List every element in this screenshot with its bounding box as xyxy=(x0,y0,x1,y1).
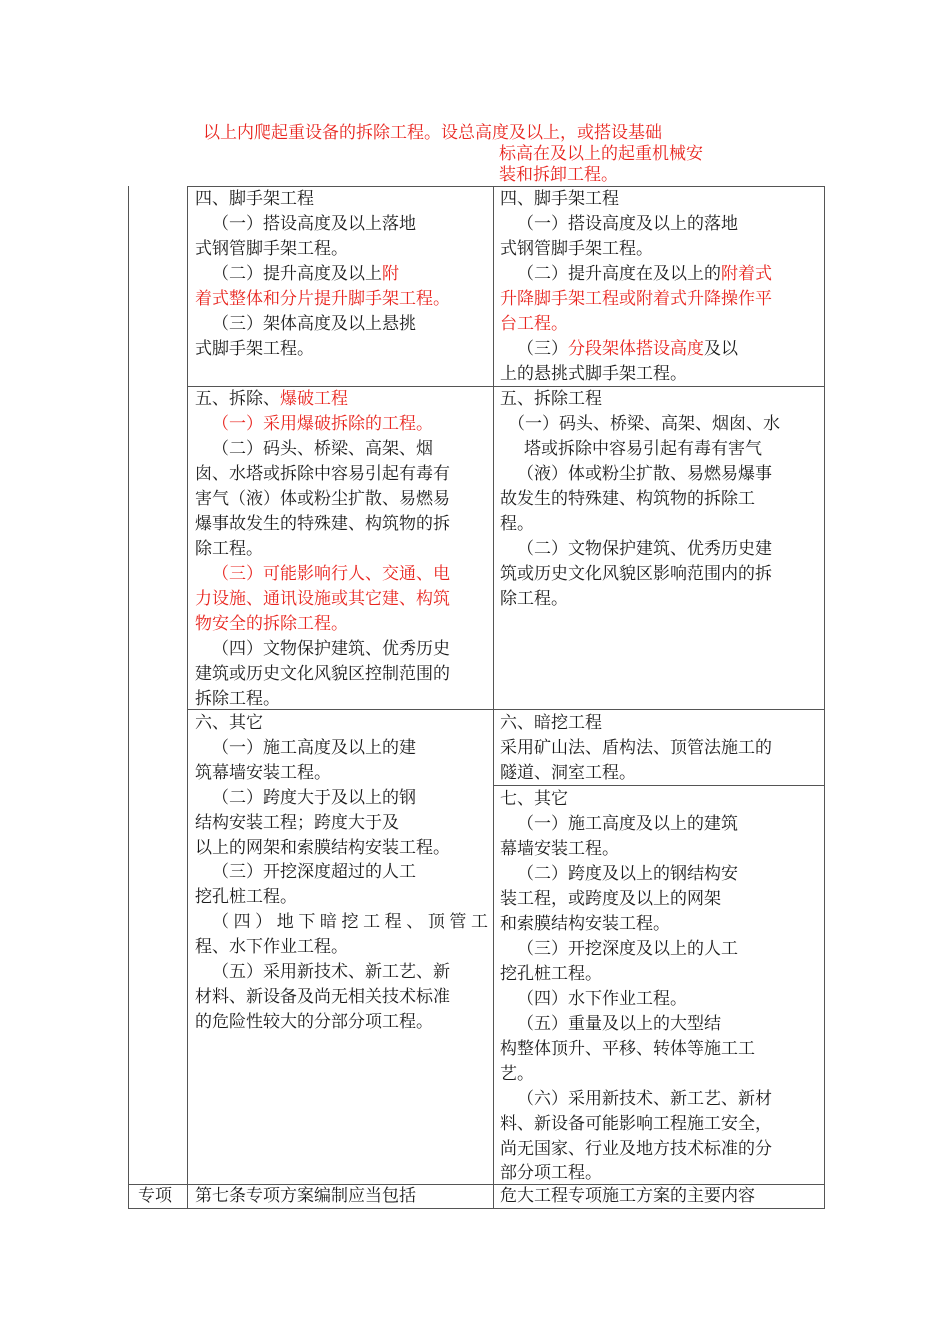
text-line: （四）文物保护建筑、优秀历史 xyxy=(212,639,450,659)
text-line: 装工程，或跨度及以上的网架 xyxy=(500,889,721,909)
text-line: 除工程。 xyxy=(500,589,568,609)
text-line: 塔或拆除中容易引起有毒有害气 xyxy=(524,439,762,459)
section-heading: 六、其它 xyxy=(195,713,263,733)
grid-line xyxy=(493,785,825,786)
section-heading: 四、脚手架工程 xyxy=(500,189,619,209)
text-line: （五）采用新技术、新工艺、新 xyxy=(212,962,450,982)
text-line: （液）体或粉尘扩散、易燃易爆事 xyxy=(517,464,772,484)
text-line: （六）采用新技术、新工艺、新材 xyxy=(517,1089,772,1109)
text-line: 除工程。 xyxy=(195,539,263,559)
text-line: 着式整体和分片提升脚手架工程。 xyxy=(195,289,450,309)
text-line: 故发生的特殊建、构筑物的拆除工 xyxy=(500,489,755,509)
text-line: 囱、水塔或拆除中容易引起有毒有 xyxy=(195,464,450,484)
text-line: 爆事故发生的特殊建、构筑物的拆 xyxy=(195,514,450,534)
text-line: 台工程。 xyxy=(500,314,568,334)
text-line: 物安全的拆除工程。 xyxy=(195,614,348,634)
text-line: 程、水下作业工程。 xyxy=(195,937,348,957)
carryover-line-2: 标高在及以上的起重机械安 xyxy=(499,144,703,164)
text-line: （一）施工高度及以上的建 xyxy=(212,738,416,758)
section-heading: 四、脚手架工程 xyxy=(195,189,314,209)
grid-line xyxy=(187,186,188,1208)
section-heading: 五、拆除工程 xyxy=(500,389,602,409)
text-line: （一）搭设高度及以上落地 xyxy=(212,214,416,234)
section-heading: 六、暗挖工程 xyxy=(500,713,602,733)
text-line: （四）地下暗挖工程、顶管工 xyxy=(212,912,488,932)
text-line: 采用矿山法、盾构法、顶管法施工的 xyxy=(500,738,772,758)
text-line: 料、新设备可能影响工程施工安全， xyxy=(500,1114,772,1134)
text-line: （三）可能影响行人、交通、电 xyxy=(212,564,450,584)
text-line: 危大工程专项施工方案的主要内容 xyxy=(500,1186,755,1206)
row-label: 专项 xyxy=(138,1186,172,1206)
text-line: （三）开挖深度及以上的人工 xyxy=(517,939,738,959)
text-line: （二）提升高度及以上附 xyxy=(212,264,399,284)
text-line: 和索膜结构安装工程。 xyxy=(500,914,670,934)
text-line: 以上的网架和索膜结构安装工程。 xyxy=(195,838,450,858)
text-line: （二）跨度及以上的钢结构安 xyxy=(517,864,738,884)
text-line: 构整体顶升、平移、转体等施工工 xyxy=(500,1039,755,1059)
text-line: 尚无国家、行业及地方技术标准的分 xyxy=(500,1139,772,1159)
text-line: 的危险性较大的分部分项工程。 xyxy=(195,1012,433,1032)
text-line: 升降脚手架工程或附着式升降操作平 xyxy=(500,289,772,309)
text-line: （五）重量及以上的大型结 xyxy=(517,1014,721,1034)
text-line: 力设施、通讯设施或其它建、构筑 xyxy=(195,589,450,609)
text-line: （一）搭设高度及以上的落地 xyxy=(517,214,738,234)
text-line: 艺。 xyxy=(500,1064,534,1084)
text-line: 筑幕墙安装工程。 xyxy=(195,763,331,783)
text-line: （一）采用爆破拆除的工程。 xyxy=(212,414,433,434)
text-line: 部分项工程。 xyxy=(500,1163,602,1183)
text-line: （二）码头、桥梁、高架、烟 xyxy=(212,439,433,459)
text-line: 拆除工程。 xyxy=(195,689,280,709)
text-line: 式脚手架工程。 xyxy=(195,339,314,359)
text-line: 害气（液）体或粉尘扩散、易燃易 xyxy=(195,489,450,509)
text-line: 筑或历史文化风貌区影响范围内的拆 xyxy=(500,564,772,584)
text-line: 幕墙安装工程。 xyxy=(500,839,619,859)
text-line: （二）文物保护建筑、优秀历史建 xyxy=(517,539,772,559)
text-line: （一）施工高度及以上的建筑 xyxy=(517,814,738,834)
text-line: （四）水下作业工程。 xyxy=(517,989,687,1009)
text-line: 挖孔桩工程。 xyxy=(195,887,297,907)
text-line: （三）分段架体搭设高度及以 xyxy=(517,339,738,359)
text-line: 上的悬挑式脚手架工程。 xyxy=(500,364,687,384)
grid-line xyxy=(187,709,825,710)
section-heading: 七、其它 xyxy=(500,789,568,809)
carryover-line-3: 装和拆卸工程。 xyxy=(499,165,618,185)
text-line: 隧道、洞室工程。 xyxy=(500,763,636,783)
text-line: （三）架体高度及以上悬挑 xyxy=(212,314,416,334)
grid-line xyxy=(128,1208,825,1209)
text-line: 结构安装工程；跨度大于及 xyxy=(195,813,399,833)
grid-line xyxy=(128,186,129,1208)
section-heading: 五、拆除、爆破工程 xyxy=(195,389,348,409)
text-line: 程。 xyxy=(500,514,534,534)
text-line: 材料、新设备及尚无相关技术标准 xyxy=(195,987,450,1007)
text-line: （一）码头、桥梁、高架、烟囱、水 xyxy=(508,414,780,434)
text-line: 式钢管脚手架工程。 xyxy=(195,239,348,259)
grid-line xyxy=(493,186,494,1208)
text-line: （二）提升高度在及以上的附着式 xyxy=(517,264,772,284)
text-line: 第七条专项方案编制应当包括 xyxy=(195,1186,416,1206)
text-line: 式钢管脚手架工程。 xyxy=(500,239,653,259)
carryover-line-1: 以上内爬起重设备的拆除工程。设总高度及以上，或搭设基础 xyxy=(203,123,662,143)
text-line: （二）跨度大于及以上的钢 xyxy=(212,788,416,808)
text-line: （三）开挖深度超过的人工 xyxy=(212,862,416,882)
text-line: 建筑或历史文化风貌区控制范围的 xyxy=(195,664,450,684)
grid-line xyxy=(824,186,825,1208)
text-line: 挖孔桩工程。 xyxy=(500,964,602,984)
